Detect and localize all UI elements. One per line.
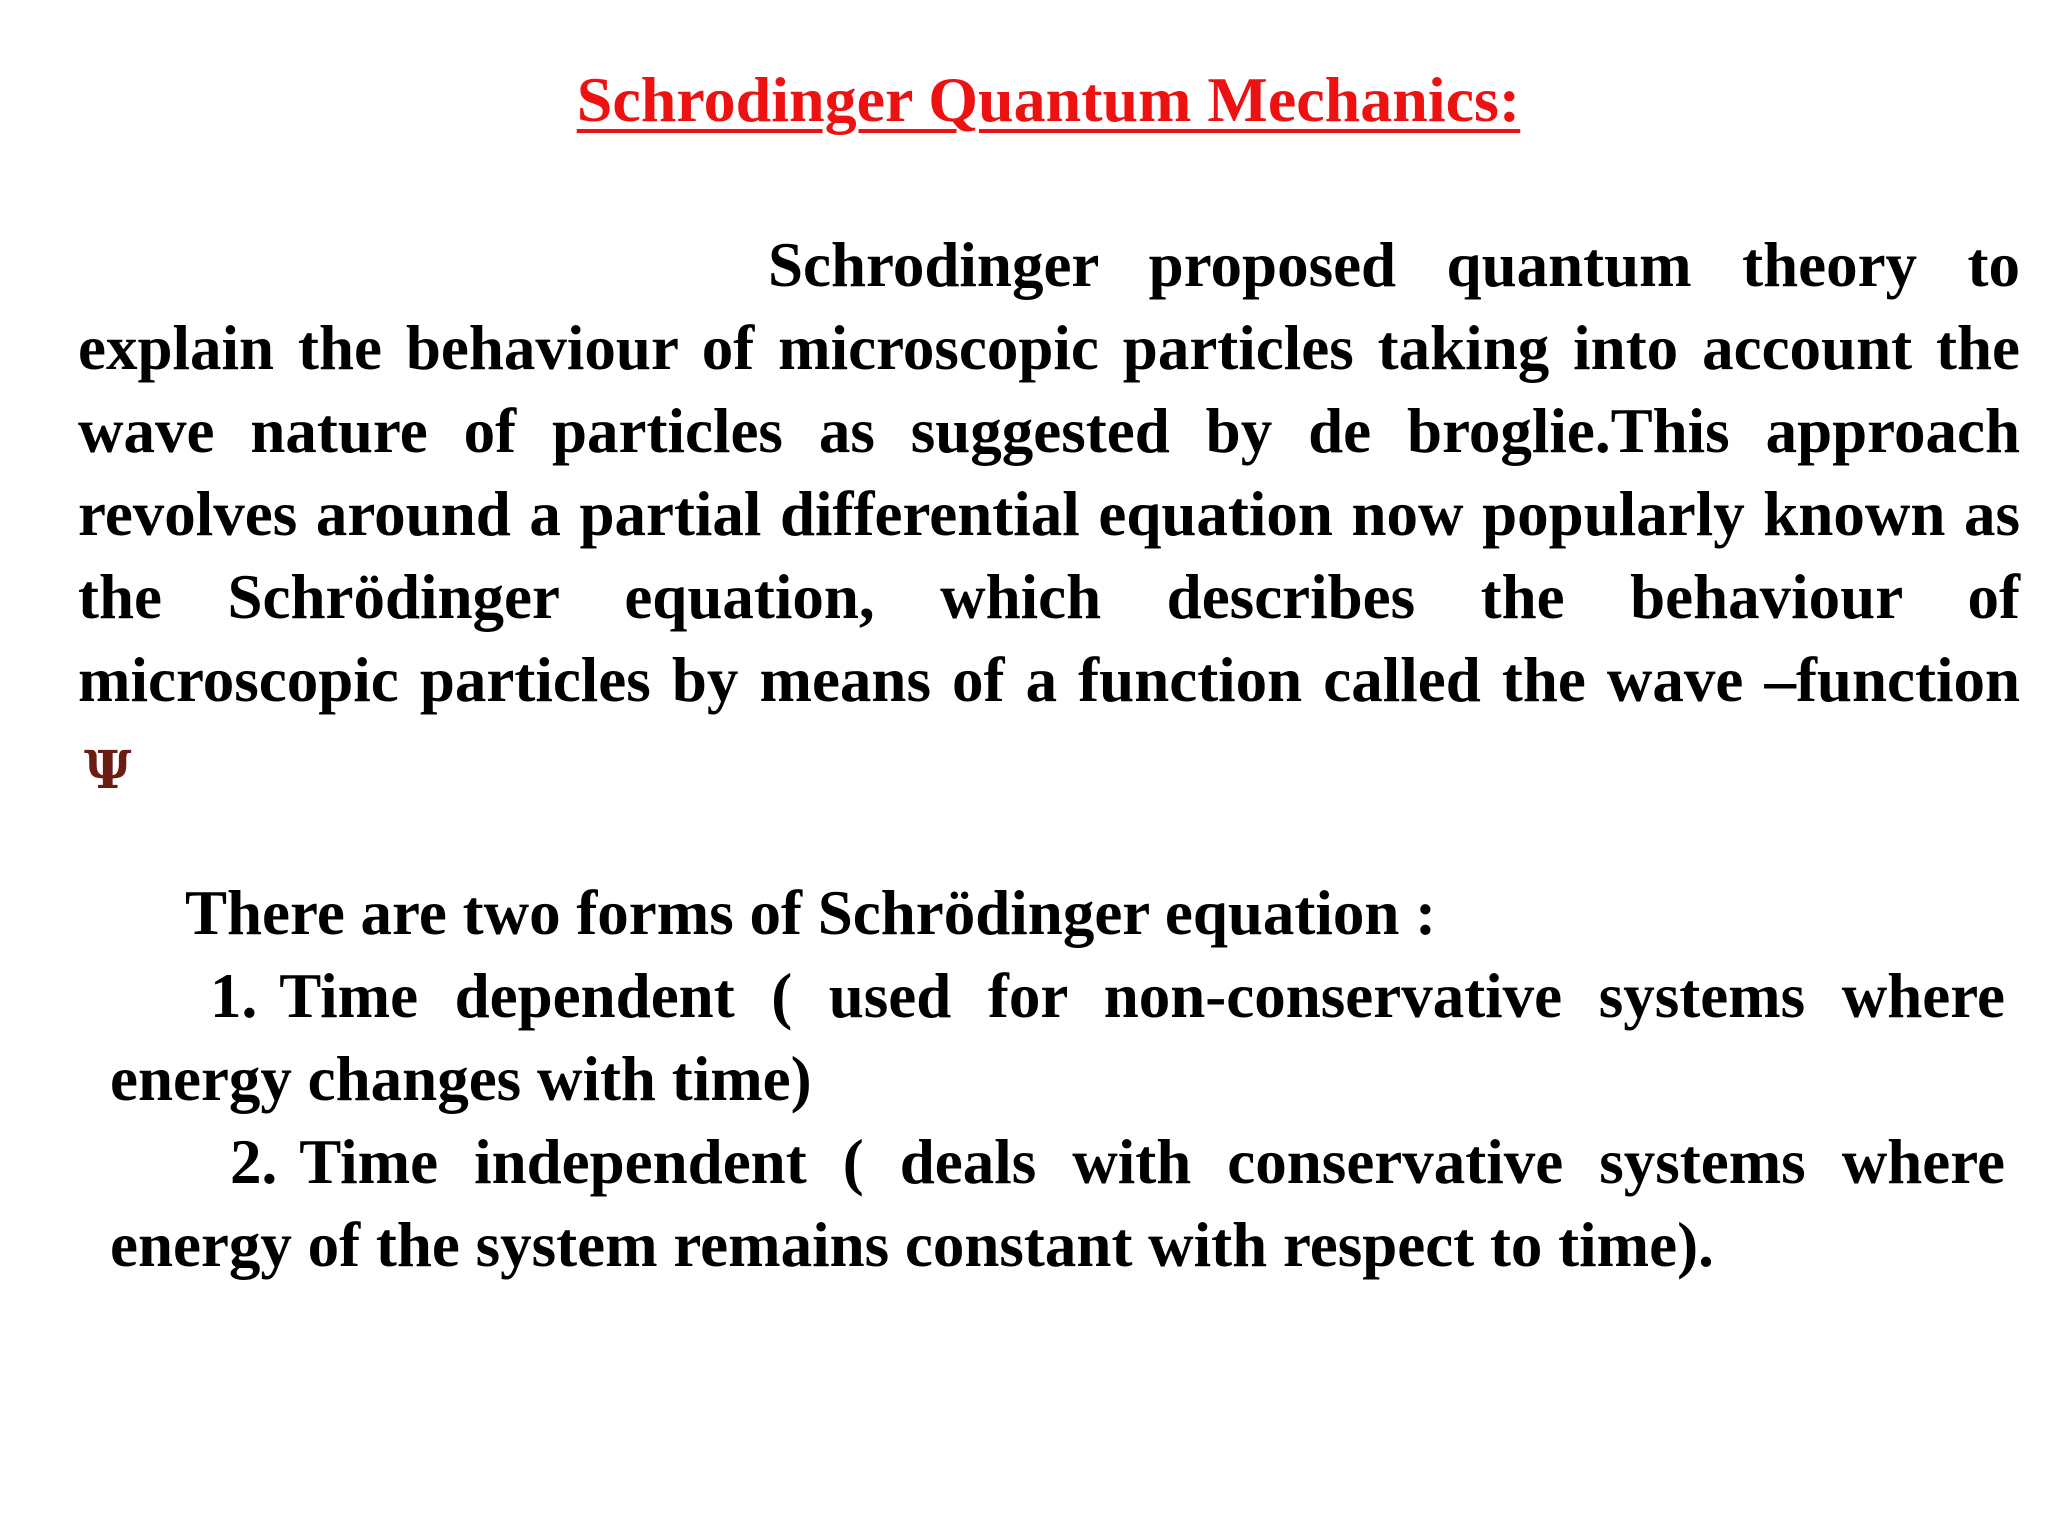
forms-heading: There are two forms of Schrödinger equation : xyxy=(185,878,1437,948)
list-item-text: Time dependent ( used for non-conservative systems where energy changes with time) xyxy=(110,961,2005,1114)
list-item xyxy=(110,1121,2005,1287)
list-item-number: 1. xyxy=(210,961,258,1031)
list-item xyxy=(110,955,2005,1121)
intro-text: Schrodinger proposed quantum theory to explain the behaviour of microscopic particles taking into account the wave nature of particles as suggested by de broglie.This approach revolves around a partial differential equation now popularly known as the Schrödinger equation, which describes the behaviour of microscopic particles by means of a function called the wave –function xyxy=(78,230,2020,715)
forms-list xyxy=(110,955,2005,1287)
list-item-number: 2. xyxy=(230,1127,278,1197)
list-item-text: Time independent ( deals with conservative systems where energy of the system remains constant with respect to time). xyxy=(110,1127,2005,1280)
slide-title: Schrodinger Quantum Mechanics: xyxy=(576,64,1521,135)
intro-paragraph xyxy=(78,224,2020,812)
psi-symbol: Ψ xyxy=(84,740,132,801)
